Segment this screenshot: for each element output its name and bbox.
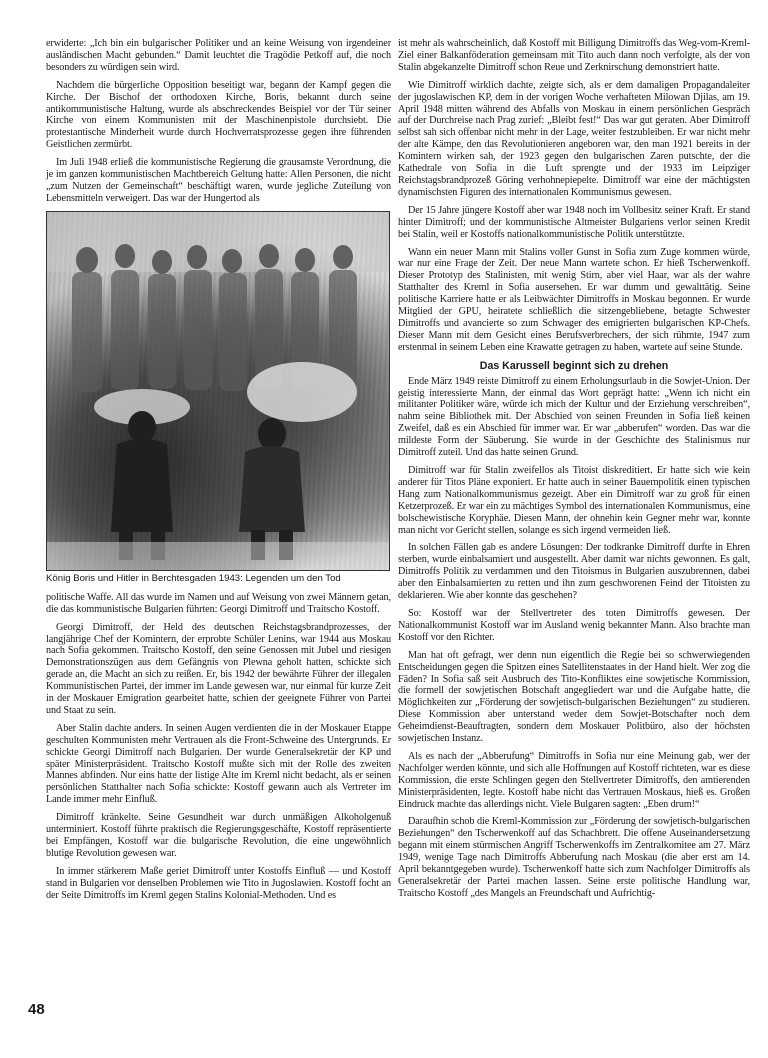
page-number: 48	[28, 1001, 45, 1018]
paragraph: Man hat oft gefragt, wer denn nun eigentlich die Regie bei so schwerwiegenden Entscheidungen gegen die Spitzen eines Satellitenstaates in der Hand hielt. Wer zog die Fäden? In Sofia saß seit Ausbruch des Tito-Konfliktes eine sowjetische Kommission, die formell der sowjetischen Botschaft angegliedert war und die Aufgabe hatte, die Möglichkeiten zur „Förderung der sowjetisch-bulgarischen Beziehungen“ zu studieren. Diese Kommission aber unterstand weder dem Sowjet-Botschafter noch dem Geheimdienst-Beauftragten, sondern dem Moskauer Politbüro, also der höchsten sowjetischen Instanz.	[398, 649, 750, 745]
paragraph: In immer stärkerem Maße geriet Dimitroff unter Kostoffs Einfluß — und Kostoff stand in Bulgarien vor denselben Problemen wie Tito in Jugoslawien. Kostoff focht an der Seite Dimitroffs im Kreml gegen Stalins Kolonial-Methoden. Und es	[46, 865, 391, 901]
paragraph: Nachdem die bürgerliche Opposition beseitigt war, begann der Kampf gegen die Kirche. Der Bischof der orthodoxen Kirche, Boris, bekannt durch seine antikommunistische Haltung, wurde als abschreckendes Beispiel vor der Tür seiner Kirche von einem Kommunisten mit der Maschinenpistole durchsiebt. Die protestantische Minderheit wurde durch Hochverratsprozesse gegen ihre führenden Geistlichen zermürbt.	[46, 79, 391, 151]
paragraph: ist mehr als wahrscheinlich, daß Kostoff mit Billigung Dimitroffs das Weg-vom-Kreml-Ziel einer Balkanföderation gemeinsam mit Tito auch dann noch verfolgte, als der von Stalin abgekanzelte Dimitroff schon Reue und Zerknirschung demonstriert hatte.	[398, 38, 750, 73]
paragraph: Ende März 1949 reiste Dimitroff zu einem Erholungsurlaub in die Sowjet-Union. Der geistig interessierte Mann, der einmal das Wort geprägt hatte: „Wenn ich nicht ein militanter Politiker wäre, würde ich mich der Kultur und der Erziehung verschreiben“, nahm seine Bibliothek mit. Der Abschied von seinen Freunden in Sofia ließ keinen Zweifel, daß es ein Abschied für immer war. Er war „abberufen“ worden. Das war die mildeste Form der Säuberung. Sie wurde in der Geschichte des Stalinismus nur Dimitroff zuteil. Und das hatte seinen Grund.	[398, 375, 750, 459]
paragraph: Wie Dimitroff wirklich dachte, zeigte sich, als er dem damaligen Propagandaleiter der jugoslawischen KP, dem in der vorigen Woche verhafteten Milowan Djilas, am 19. April 1948 mitten während des Abfalls von Moskau in einem persönlichen Gespräch auf der Durchreise nach Prag zurief: „Bleibt fest!“ Das war gut geraten. Aber Dimitroff selbst sah sich offenbar nicht mehr in der Lage, weiter festzubleiben. Er war nicht mehr der alte Kämpe, den das Revolutionieren angeboren war, den man 1921 bereits in der Komintern wirken sah, der 1923 gegen den bulgarischen Zaren putschte, der die Kathedrale von Sofia in die Luft sprengte und der 1933 im Leipziger Reichstagsbrandprozeß Göring verhohnepiepelte. Dimitroff war eine der mächtigsten dynamischsten Figuren des internationalen Kommunismus gewesen.	[398, 79, 750, 198]
paragraph: politische Waffe. All das wurde im Namen und auf Weisung von zwei Männern getan, die das kommunistische Bulgarien führten: Georgi Dimitroff und Traitscho Kostoff.	[46, 591, 391, 615]
section-heading: Das Karussell beginnt sich zu drehen	[479, 359, 669, 372]
historical-photo	[46, 211, 390, 571]
photo-figures-graphic	[47, 212, 389, 570]
paragraph: Als es nach der „Abberufung“ Dimitroffs in Sofia nur eine Meinung gab, wer der Nachfolger werden könnte, und sich alle Hoffnungen auf Kostoff richteten, war es diese Kommission, die erste Schlingen gegen den Stellvertreter Dimitroffs, den amtierenden Ministerpräsidenten, legte. Kostoff habe nicht das Vertrauen Moskaus, hieß es. Großen Eindruck machte das allerdings nicht. Viele Bulgaren sagten: „Eben drum!“	[398, 750, 750, 810]
paragraph: Wann ein neuer Mann mit Stalins voller Gunst in Sofia zum Zuge kommen würde, war nur eine Frage der Zeit. Der neue Mann wartete schon. Er hieß Tscherwenkoff. Dieser Prototyp des Stalinisten, mit wenig Stirn, aber viel Haar, war als der wahre Statthalter des Kreml in Sofia ausersehen. Er war dumm und gewalttätig. Seine politische Karriere hatte er als Leibwächter Dimitroffs in Moskau begonnen. Er wurde Mitglied der GPU, heiratete schließlich die sitzengebliebene, betagte Schwester Dimitroffs und avancierte so zum Schwager des emigrierten bulgarischen KP-Chefs. Dieser Mann mit dem Gesicht eines Berufsverbrechers, der sich rühmte, 1947 zum erstenmal in seinem Leben eine Krawatte getragen zu haben, wartete auf seine Stunde.	[398, 246, 750, 353]
paragraph: Im Juli 1948 erließ die kommunistische Regierung die grausamste Verordnung, die je im ganzen kommunistischen Machtbereich Geltung hatte: Allen Personen, die nicht „zum Nutzen der Gemeinschaft“ beschäftigt waren, wurde jegliche Zuteilung von Lebensmitteln verweigert. Das war der Hungertod als	[46, 157, 391, 204]
paragraph: erwiderte: „Ich bin ein bulgarischer Politiker und an keine Weisung von irgendeiner ausländischen Macht gebunden.“ Damit leuchtet die Tragödie Petkoff auf, die noch besonders zu würdigen sein wird.	[46, 38, 391, 73]
right-column	[398, 38, 750, 906]
photo-caption: König Boris und Hitler in Berchtesgaden 1943: Legenden um den Tod	[46, 572, 341, 584]
left-column	[46, 38, 391, 908]
paragraph: Dimitroff war für Stalin zweifellos als Titoist diskreditiert. Er hatte sich wie kein anderer für Titos Pläne exponiert. Er hatte auch in seiner Bauernpolitik einen typischen Hang zum Nationalkommunismus gezeigt. Aber ein Dimitroff war zu groß für einen Ketzerprozeß. Er war ein zu mächtiges Symbol des internationalen Kommunismus, eine bolschewistische Koryphäe. Diesen Mann, der ohnehin kein Gegner mehr war, konnte man nicht vor Gericht stellen, solange es sich irgend vermeiden ließ.	[398, 465, 750, 536]
paragraph: Georgi Dimitroff, der Held des deutschen Reichstagsbrandprozesses, der langjährige Chef der Komintern, der erprobte Schüler Lenins, war 1944 aus Moskau nach Sofia gekommen. Traitscho Kostoff, den seine Genossen mit Jubel und riesigen Demonstrationszügen aus dem Gefängnis von Plewna geholt hatten, schickte sich gerade an, die Macht an sich zu reißen. Er, bis 1942 der bewährte Führer der illegalen Kommunistischen Partei, der immer im Lande gewesen war, nur einmal für kurze Zeit in der Moskauer Emigration gearbeitet hatte, schien der geeignete Führer von Partei und Staat zu sein.	[46, 621, 391, 716]
paragraph: Der 15 Jahre jüngere Kostoff aber war 1948 noch im Vollbesitz seiner Kraft. Er stand hinter Dimitroff; und der kommunistische Altmeister Bulgariens verlor seinen Kredit bei Stalin, weil er Kostoffs nationalkommunistische Politik unterstützte.	[398, 204, 750, 240]
paragraph: Daraufhin schob die Kreml-Kommission zur „Förderung der sowjetisch-bulgarischen Beziehungen“ den Tscherwenkoff auf das Schachbrett. Die offene Auseinandersetzung begann mit einem stürmischen Angriff Tscherwenkoffs im Zentralkomitee am 27. März 1949, wenige Tage nach Dimitroffs Abberufung nach Moskau (die aber erst am 14. April bekanntgegeben wurde). Tscherwenkoff hatte sich zum Nachfolger Dimitroffs als Generalsekretär der Partei machen lassen. Seine erste politische Handlung war, Traitscho Kostoff „des Mangels an Freundschaft und Aufrichtig-	[398, 816, 750, 899]
paragraph: Dimitroff kränkelte. Seine Gesundheit war durch unmäßigen Alkoholgenuß unterminiert. Kostoff führte praktisch die Regierungsgeschäfte, Kostoff repräsentierte bei Empfängen, Kostoff war die bulgarische Revolution, die eine ungewöhnlich blutige Revolution gewesen war.	[46, 812, 391, 859]
paragraph: Aber Stalin dachte anders. In seinen Augen verdienten die in der Moskauer Etappe geschulten Kommunisten mehr Vertrauen als die Front-Schweine des Untergrunds. Er schickte Georgi Dimitroff nach Bulgarien. Der wurde Generalsekretär der KP und später Ministerpräsident. Traitscho Kostoff mußte sich mit der Rolle des zweiten Mannes abfinden. Nur eins hatte der listige Alte im Kreml nicht bedacht, als er seinen persönlichen Statthalter nach Sofia schickte: Kostoff gewann auch als Vertreter im Lande immer mehr Einfluß.	[46, 722, 391, 806]
paragraph: In solchen Fällen gab es andere Lösungen: Der todkranke Dimitroff durfte in Ehren sterben, wurde einbalsamiert und ausgestellt. Aber damit war nichts gewonnen. Es galt, Dimitroffs Politik zu verdammen und den Titoismus in Bulgarien auszubrennen, dabei aber den Einbalsamierten zu retten und ihn zum geschworenen Feind der Titoisten zu deklarieren. Wie aber konnte das geschehen?	[398, 542, 750, 602]
paragraph: So: Kostoff war der Stellvertreter des toten Dimitroffs gewesen. Der Nationalkommunist Kostoff war im Ausland wenig bekannter Mann. Also brachte man Kostoff vor den Richter.	[398, 607, 750, 643]
